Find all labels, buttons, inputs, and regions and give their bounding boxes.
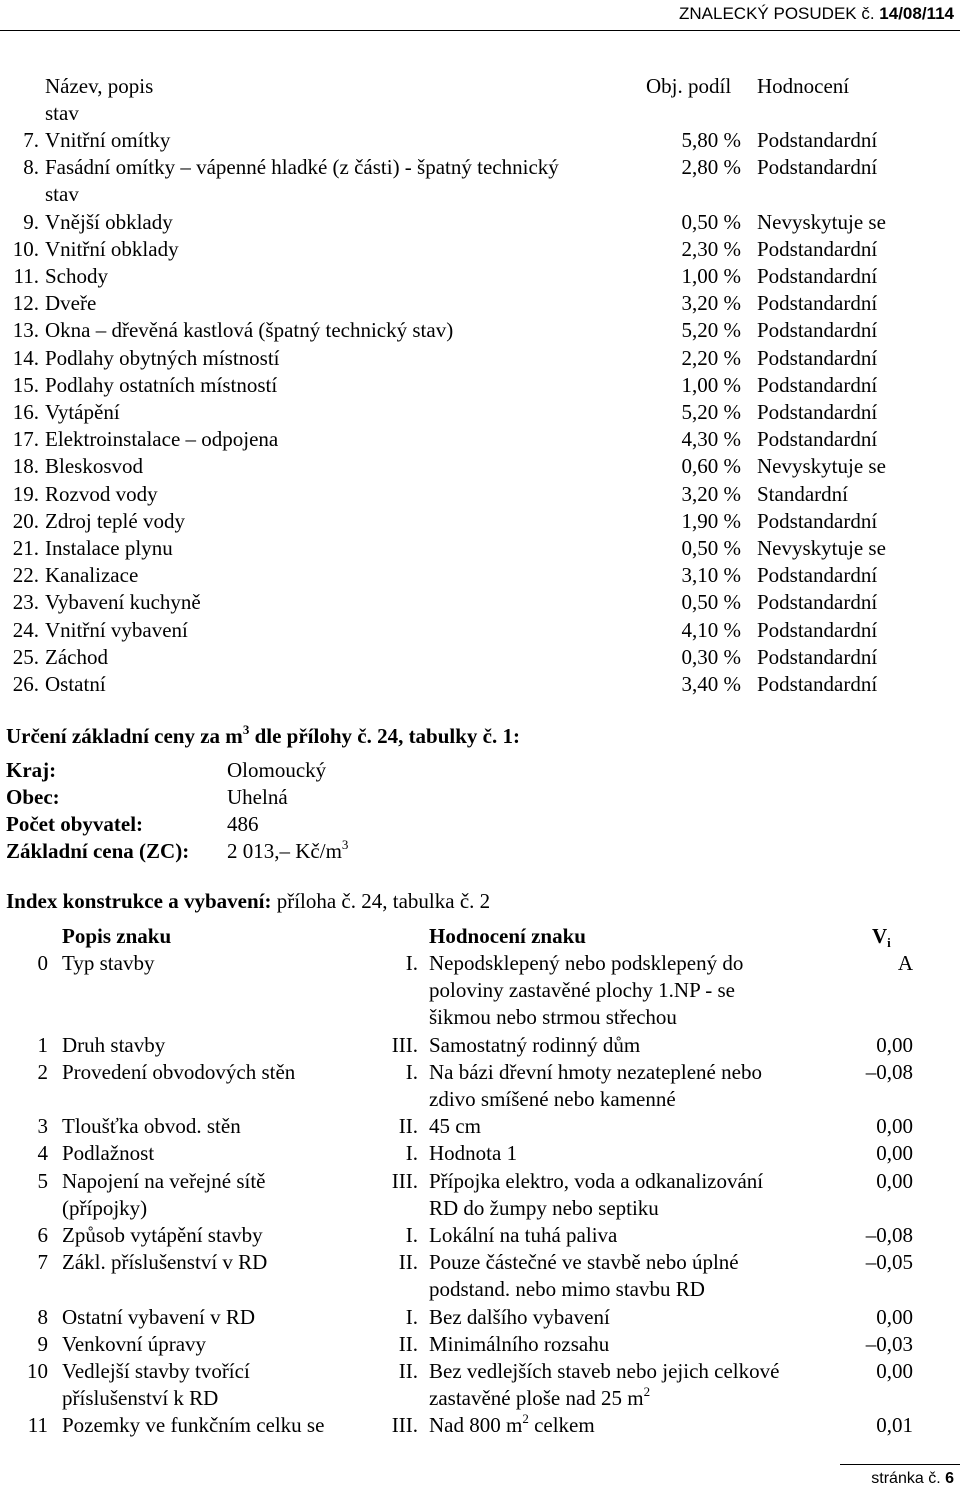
row-name: Ostatní	[45, 672, 106, 696]
col-rating-header: Hodnocení	[757, 74, 850, 98]
row-rating: Podstandardní	[757, 372, 878, 397]
row-share: 0,50 %	[681, 209, 741, 234]
row-rating: Podstandardní	[757, 427, 878, 452]
index-heading	[6, 888, 490, 915]
row-rating: Nevyskytuje se	[757, 536, 886, 560]
index-row-name: příslušenství k RD	[62, 1386, 219, 1411]
header-rule	[0, 30, 960, 31]
row-number: 7.	[23, 128, 39, 152]
header-title: ZNALECKÝ POSUDEK č.	[679, 4, 880, 23]
row-rating: Nevyskytuje se	[757, 209, 886, 234]
row-share: 4,30 %	[681, 427, 741, 452]
row-share: 3,40 %	[681, 672, 741, 696]
index-row-value: 0,00	[876, 1304, 913, 1329]
index-row-desc: Samostatný rodinný dům	[429, 1032, 641, 1057]
index-row-name: Venkovní úpravy	[62, 1331, 207, 1356]
index-row-value: 0,00	[876, 1032, 913, 1057]
row-share: 3,10 %	[681, 563, 741, 588]
row-rating: Podstandardní	[757, 508, 878, 533]
row-share: 2,80 %	[681, 155, 741, 180]
index-row-desc: Bez vedlejších staveb nebo jejich celkové	[429, 1359, 780, 1383]
row-share: 2,30 %	[681, 236, 741, 261]
row-name: Elektroinstalace – odpojena	[45, 427, 279, 452]
row-rating: Podstandardní	[757, 672, 878, 696]
index-row-number: 11	[27, 1413, 48, 1438]
row-rating: Nevyskytuje se	[757, 454, 886, 479]
row-name: Kanalizace	[45, 563, 139, 588]
index-row-desc: Přípojka elektro, voda a odkanalizování	[429, 1168, 764, 1193]
row-number: 15.	[12, 372, 39, 397]
index-row-roman: I.	[405, 1141, 418, 1166]
row-name: Podlahy obytných místností	[45, 345, 280, 370]
col-v-header	[872, 923, 891, 950]
row-name-continued: stav	[45, 182, 79, 207]
base-price-heading	[6, 723, 520, 750]
row-name: Bleskosvod	[45, 454, 144, 479]
row-number: 17.	[12, 427, 39, 452]
index-row-number: 6	[37, 1223, 48, 1247]
row-name: Vybavení kuchyně	[45, 590, 201, 615]
row-share: 4,10 %	[681, 617, 741, 642]
index-row-desc: šikmou nebo strmou střechou	[429, 1005, 677, 1030]
index-row-value: –0,03	[865, 1331, 913, 1356]
index-row-desc: 45 cm	[429, 1114, 481, 1139]
footer-rule	[840, 1464, 960, 1465]
row-number: 20.	[12, 508, 39, 533]
index-row-roman: I.	[405, 1223, 418, 1247]
row-rating: Podstandardní	[757, 236, 878, 261]
row-name: Schody	[45, 264, 108, 288]
index-row-desc: RD do žumpy nebo septiku	[429, 1195, 659, 1220]
row-name: Vnější obklady	[45, 209, 173, 234]
index-row-desc: Hodnota 1	[429, 1141, 518, 1166]
row-number: 19.	[12, 481, 39, 506]
page-footer	[871, 1470, 954, 1488]
col-popis-header: Popis znaku	[62, 924, 172, 948]
index-row-name: (přípojky)	[62, 1195, 148, 1220]
row-number: 22.	[12, 563, 39, 588]
index-row-roman: III.	[391, 1413, 418, 1438]
index-row-roman: I.	[405, 1304, 418, 1329]
index-row-name: Napojení na veřejné sítě	[62, 1168, 266, 1193]
row-name: Podlahy ostatních místností	[45, 372, 278, 397]
col-v-sub: i	[887, 935, 891, 950]
row-number: 9.	[23, 209, 39, 234]
index-row-roman: I.	[405, 1059, 418, 1084]
kraj-value: Olomoucký	[227, 758, 327, 782]
row-share: 0,30 %	[681, 644, 741, 669]
row-rating: Podstandardní	[757, 345, 878, 370]
index-row-name: Pozemky ve funkčním celku se	[62, 1413, 325, 1438]
row-share: 5,20 %	[681, 400, 741, 424]
row-rating: Podstandardní	[757, 617, 878, 642]
index-row-roman: II.	[398, 1114, 418, 1139]
index-row-desc: Nepodsklepený nebo podsklepený do	[429, 951, 744, 975]
row-share: 1,00 %	[681, 372, 741, 397]
superscript: 2	[643, 1384, 651, 1400]
index-row-desc: zastavěné ploše nad 25 $m^2$	[429, 1384, 651, 1411]
row-name: Vnitřní omítky	[45, 128, 171, 152]
index-heading-bold: Index konstrukce a vybavení:	[6, 889, 272, 913]
row-rating: Podstandardní	[757, 318, 878, 343]
row-rating: Podstandardní	[757, 644, 878, 669]
header-number: 14/08/114	[879, 4, 954, 23]
index-row-name: Druh stavby	[62, 1032, 166, 1057]
row-number: 14.	[12, 345, 39, 370]
row-share: 5,20 %	[681, 318, 741, 343]
index-row-number: 0	[37, 951, 48, 975]
superscript: 2	[522, 1411, 529, 1427]
index-row-number: 9	[37, 1331, 48, 1356]
population-value: 486	[227, 812, 259, 836]
index-row-desc: podstand. nebo mimo stavbu RD	[429, 1277, 705, 1302]
row-rating: Podstandardní	[757, 264, 878, 288]
row-name: Vnitřní vybavení	[45, 617, 188, 642]
row-name: Dveře	[45, 291, 97, 316]
row-name: Záchod	[45, 644, 108, 669]
index-row-desc: zdivo smíšené nebo kamenné	[429, 1087, 676, 1111]
row-number: 8.	[23, 155, 39, 180]
population-label: Počet obyvatel:	[6, 812, 144, 836]
row-share: 5,80 %	[681, 128, 741, 152]
index-row-value: –0,08	[865, 1059, 913, 1084]
index-heading-rest: příloha č. 24, tabulka č. 2	[271, 889, 491, 913]
index-row-name: Vedlejší stavby tvořící	[62, 1359, 250, 1383]
index-row-value: 0,01	[876, 1413, 913, 1438]
row-rating: Podstandardní	[757, 563, 878, 588]
row-number: 10.	[12, 236, 39, 261]
index-row-name: Provedení obvodových stěn	[62, 1059, 296, 1084]
index-row-desc: Nad 800 $m^2$ celkem	[429, 1411, 595, 1438]
index-row-desc: Minimálního rozsahu	[429, 1331, 610, 1356]
index-row-number: 2	[37, 1059, 48, 1084]
index-row-name: Typ stavby	[62, 951, 155, 975]
row-number: 26.	[12, 672, 39, 696]
row-name: Vytápění	[45, 400, 120, 424]
footer-page-number: 6	[945, 1470, 954, 1487]
row-rating: Podstandardní	[757, 400, 878, 424]
index-row-number: 5	[37, 1168, 48, 1193]
row-name: Fasádní omítky – vápenné hladké (z části) - špatný technický	[45, 155, 559, 180]
col-v-letter: V	[872, 924, 888, 948]
row-share: 3,20 %	[681, 481, 741, 506]
row-share: 1,90 %	[681, 508, 741, 533]
index-row-roman: II.	[398, 1250, 418, 1275]
footer-label: stránka č.	[871, 1470, 946, 1487]
index-row-number: 10	[27, 1359, 48, 1383]
row-number: 16.	[12, 400, 39, 424]
row-rating: Podstandardní	[757, 291, 878, 316]
zc-value-text: 2 013,– Kč/m	[227, 839, 342, 863]
index-row-desc: Pouze částečné ve stavbě nebo úplné	[429, 1250, 739, 1275]
index-row-name: Ostatní vybavení v RD	[62, 1304, 256, 1329]
index-row-name: Způsob vytápění stavby	[62, 1223, 263, 1247]
obec-value: Uhelná	[227, 785, 288, 809]
row-number: 18.	[12, 454, 39, 479]
index-row-roman: III.	[391, 1032, 418, 1057]
row-name: Zdroj teplé vody	[45, 508, 185, 533]
index-row-name: Tloušťka obvod. stěn	[62, 1114, 241, 1139]
row-rating: Podstandardní	[757, 590, 878, 615]
index-row-value: 0,00	[876, 1114, 913, 1139]
index-row-roman: I.	[405, 951, 418, 975]
index-row-value: 0,00	[876, 1359, 913, 1383]
col-name-header: Název, popis	[45, 74, 154, 98]
index-row-name: Zákl. příslušenství v RD	[62, 1250, 268, 1275]
col-share-header: Obj. podíl	[646, 74, 732, 98]
index-row-number: 4	[37, 1141, 48, 1166]
row-name: Vnitřní obklady	[45, 236, 179, 261]
row-share: 1,00 %	[681, 264, 741, 288]
row-number: 25.	[12, 644, 39, 669]
index-row-name: Podlažnost	[62, 1141, 155, 1166]
row-number: 11.	[13, 264, 39, 288]
index-row-desc: Na bázi dřevní hmoty nezateplené nebo	[429, 1059, 762, 1084]
heading-part: Určení základní ceny za m	[6, 724, 243, 748]
index-row-desc: poloviny zastavěné plochy 1.NP - se	[429, 978, 735, 1003]
zc-sup: 3	[341, 837, 349, 852]
index-row-value: 0,00	[876, 1141, 913, 1166]
index-row-value: –0,08	[865, 1223, 913, 1247]
index-row-value: A	[897, 951, 913, 975]
index-row-number: 8	[37, 1304, 48, 1329]
index-row-roman: II.	[398, 1331, 418, 1356]
page-header	[679, 4, 954, 24]
index-row-roman: II.	[398, 1359, 418, 1383]
carry-over-text: stav	[45, 101, 79, 125]
index-row-number: 3	[37, 1114, 48, 1139]
index-row-value: –0,05	[865, 1250, 913, 1275]
index-row-number: 1	[37, 1032, 48, 1057]
row-number: 23.	[12, 590, 39, 615]
heading-sup: 3	[242, 722, 250, 737]
row-share: 0,60 %	[681, 454, 741, 479]
obec-label: Obec:	[6, 785, 60, 809]
row-number: 24.	[12, 617, 39, 642]
heading-part: dle přílohy č. 24, tabulky č. 1:	[249, 724, 520, 748]
index-row-desc: Bez dalšího vybavení	[429, 1304, 610, 1329]
col-hodnoceni-header: Hodnocení znaku	[429, 924, 586, 948]
index-row-number: 7	[37, 1250, 48, 1275]
index-row-roman: III.	[391, 1168, 418, 1193]
row-share: 3,20 %	[681, 291, 741, 316]
base-price-value	[227, 838, 348, 865]
row-number: 12.	[12, 291, 39, 316]
row-name: Okna – dřevěná kastlová (špatný technický stav)	[45, 318, 454, 343]
row-rating: Standardní	[757, 481, 848, 506]
base-price-label: Základní cena (ZC):	[6, 839, 190, 863]
row-number: 21.	[12, 536, 39, 560]
row-share: 0,50 %	[681, 590, 741, 615]
index-row-value: 0,00	[876, 1168, 913, 1193]
row-share: 2,20 %	[681, 345, 741, 370]
kraj-label: Kraj:	[6, 758, 57, 782]
row-rating: Podstandardní	[757, 155, 878, 180]
row-rating: Podstandardní	[757, 128, 878, 152]
row-name: Rozvod vody	[45, 481, 158, 506]
row-name: Instalace plynu	[45, 536, 173, 560]
row-share: 0,50 %	[681, 536, 741, 560]
row-number: 13.	[12, 318, 39, 343]
index-row-desc: Lokální na tuhá paliva	[429, 1223, 618, 1247]
